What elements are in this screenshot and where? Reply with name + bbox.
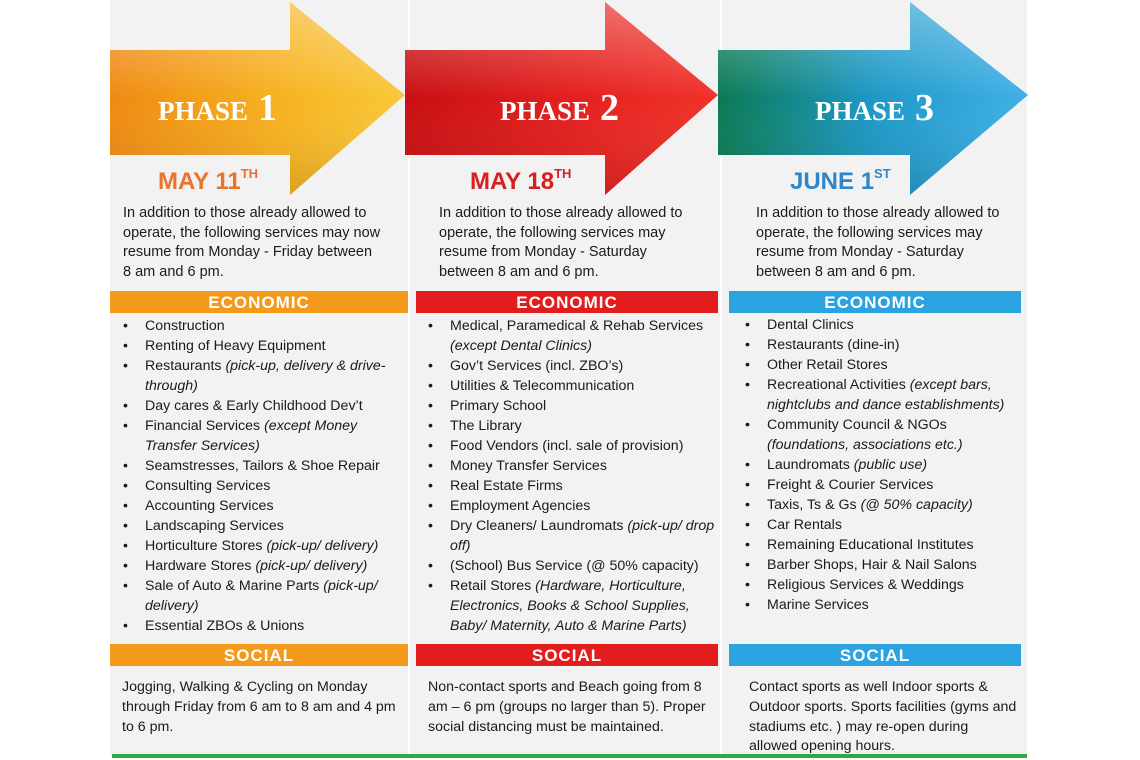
economic-item-text: Dental Clinics <box>767 317 854 333</box>
economic-list-item <box>123 336 406 356</box>
phase-2-intro: In addition to those already allowed to operate, the following services may resume from Monday - Saturday between 8 am and 6 pm. <box>439 205 683 280</box>
phase-1-title: PHASE 1 <box>158 87 278 129</box>
economic-item-text: Utilities & Telecommunication <box>450 378 635 394</box>
economic-list-item <box>745 375 1025 415</box>
economic-list-item <box>428 456 718 476</box>
economic-item-note: (except Money Transfer Services) <box>145 418 358 454</box>
phase-3-social-header: SOCIAL <box>729 644 1021 666</box>
phase-3-date: JUNE 1ST <box>790 166 891 195</box>
economic-item-text: Food Vendors (incl. sale of provision) <box>450 438 684 454</box>
economic-item-text: Day cares & Early Childhood Dev’t <box>145 398 363 414</box>
economic-item-note: (Hardware, Horticulture, Electronics, Books & School Supplies, Baby/ Maternity, Auto & Marine Parts) <box>450 578 690 634</box>
economic-item-text: Hardware Stores <box>145 558 256 574</box>
economic-list-item <box>428 496 718 516</box>
economic-item-note: (foundations, associations etc.) <box>767 437 963 453</box>
economic-item-text: Retail Stores <box>450 578 536 594</box>
economic-item-text: Primary School <box>450 398 547 414</box>
economic-list-item <box>428 476 718 496</box>
economic-list-item <box>428 556 718 576</box>
economic-item-text: Marine Services <box>767 597 869 613</box>
economic-item-text: Construction <box>145 318 225 334</box>
bottom-divider <box>112 754 1027 758</box>
economic-list-item <box>123 536 406 556</box>
phase-2-title: PHASE 2 <box>500 87 620 129</box>
economic-item-note: (@ 50% capacity) <box>860 497 973 513</box>
economic-item-note: (pick-up, delivery & drive-through) <box>145 358 386 394</box>
economic-item-text: Dry Cleaners/ Laundromats <box>450 518 628 534</box>
phase-3-economic-list <box>745 315 1025 615</box>
economic-item-text: Financial Services <box>145 418 265 434</box>
economic-list-item <box>745 495 1025 515</box>
economic-item-text: Employment Agencies <box>450 498 591 514</box>
economic-item-note: (pick-up/ delivery) <box>145 578 378 614</box>
economic-item-text: Essential ZBOs & Unions <box>145 618 305 634</box>
economic-list-item <box>123 456 406 476</box>
economic-list-item <box>123 316 406 336</box>
economic-list-item <box>428 316 718 356</box>
phase-1-date: MAY 11TH <box>158 166 259 195</box>
economic-item-text: Gov’t Services (incl. ZBO’s) <box>450 358 624 374</box>
economic-list-item <box>123 496 406 516</box>
economic-item-text: Barber Shops, Hair & Nail Salons <box>767 557 977 573</box>
economic-list-item <box>428 576 718 636</box>
economic-list-item <box>428 356 718 376</box>
economic-item-text: Religious Services & Weddings <box>767 577 964 593</box>
economic-item-text: Car Rentals <box>767 517 842 533</box>
phase-3-economic-header: ECONOMIC <box>729 291 1021 313</box>
economic-item-text: Medical, Paramedical & Rehab Services <box>450 318 704 334</box>
economic-item-note: (except bars, nightclubs and dance establishments) <box>767 377 1005 413</box>
economic-item-text: Real Estate Firms <box>450 478 563 494</box>
economic-list-item <box>123 356 406 396</box>
economic-item-text: Restaurants <box>145 358 226 374</box>
phase-1-economic-header: ECONOMIC <box>110 291 408 313</box>
economic-list-item <box>428 416 718 436</box>
economic-item-text: Recreational Activities <box>767 377 910 393</box>
economic-list-item <box>123 476 406 496</box>
economic-item-text: Laundromats <box>767 457 854 473</box>
economic-list-item <box>745 595 1025 615</box>
economic-list-item <box>745 415 1025 455</box>
phase-1-social-header: SOCIAL <box>110 644 408 666</box>
phase-3-social-text: Contact sports as well Indoor sports & Outdoor sports. Sports facilities (gyms and stadiums etc. ) may re-open during allowed opening hours. <box>749 679 1017 755</box>
economic-item-text: The Library <box>450 418 522 434</box>
phase-1-economic-list <box>123 316 406 636</box>
economic-item-text: Consulting Services <box>145 478 271 494</box>
economic-list-item <box>745 455 1025 475</box>
phase-2-date: MAY 18TH <box>470 166 572 195</box>
economic-item-note: (public use) <box>853 457 928 473</box>
economic-list-item <box>123 396 406 416</box>
economic-item-text: Money Transfer Services <box>450 458 607 474</box>
economic-list-item <box>123 556 406 576</box>
economic-item-note: (pick-up/ delivery) <box>266 538 379 554</box>
economic-item-text: Accounting Services <box>145 498 274 514</box>
economic-item-note: (except Dental Clinics) <box>450 338 592 354</box>
economic-item-text: Remaining Educational Institutes <box>767 537 974 553</box>
economic-item-text: Renting of Heavy Equipment <box>145 338 326 354</box>
economic-list-item <box>745 535 1025 555</box>
economic-list-item <box>745 555 1025 575</box>
phase-2-social-text: Non-contact sports and Beach going from 8 am – 6 pm (groups no larger than 5). Proper social distancing must be maintained. <box>428 679 706 735</box>
economic-item-text: Community Council & NGOs <box>767 417 947 433</box>
economic-list-item <box>123 416 406 456</box>
phase-2-economic-header: ECONOMIC <box>416 291 718 313</box>
economic-list-item <box>745 315 1025 335</box>
economic-item-text: Seamstresses, Tailors & Shoe Repair <box>145 458 380 474</box>
economic-list-item <box>123 576 406 616</box>
economic-item-note: (pick-up/ delivery) <box>255 558 368 574</box>
economic-item-note: (pick-up/ drop off) <box>450 518 715 554</box>
phase-1-intro: In addition to those already allowed to operate, the following services may now resume from Monday - Friday between 8 am and 6 pm. <box>123 205 381 280</box>
economic-list-item <box>745 335 1025 355</box>
economic-list-item <box>428 436 718 456</box>
economic-item-text: Horticulture Stores <box>145 538 267 554</box>
economic-item-text: Restaurants (dine-in) <box>767 337 900 353</box>
phase-2-economic-list <box>428 316 718 636</box>
economic-list-item <box>745 515 1025 535</box>
phase-2-social-header: SOCIAL <box>416 644 718 666</box>
economic-list-item <box>428 396 718 416</box>
economic-list-item <box>745 475 1025 495</box>
economic-list-item <box>428 516 718 556</box>
economic-list-item <box>123 616 406 636</box>
economic-item-text: Taxis, Ts & Gs <box>767 497 861 513</box>
economic-list-item <box>745 355 1025 375</box>
economic-list-item <box>428 376 718 396</box>
phase-3-title: PHASE 3 <box>815 87 935 129</box>
phase-1-social-text: Jogging, Walking & Cycling on Monday through Friday from 6 am to 8 am and 4 pm to 6 pm. <box>122 679 396 735</box>
economic-item-text: Landscaping Services <box>145 518 284 534</box>
phase-3-intro: In addition to those already allowed to operate, the following services may resume from Monday - Saturday between 8 am and 6 pm. <box>756 205 1000 280</box>
economic-list-item <box>745 575 1025 595</box>
economic-list-item <box>123 516 406 536</box>
economic-item-text: (School) Bus Service (@ 50% capacity) <box>450 558 699 574</box>
economic-item-text: Freight & Courier Services <box>767 477 934 493</box>
economic-item-text: Other Retail Stores <box>767 357 888 373</box>
economic-item-text: Sale of Auto & Marine Parts <box>145 578 324 594</box>
